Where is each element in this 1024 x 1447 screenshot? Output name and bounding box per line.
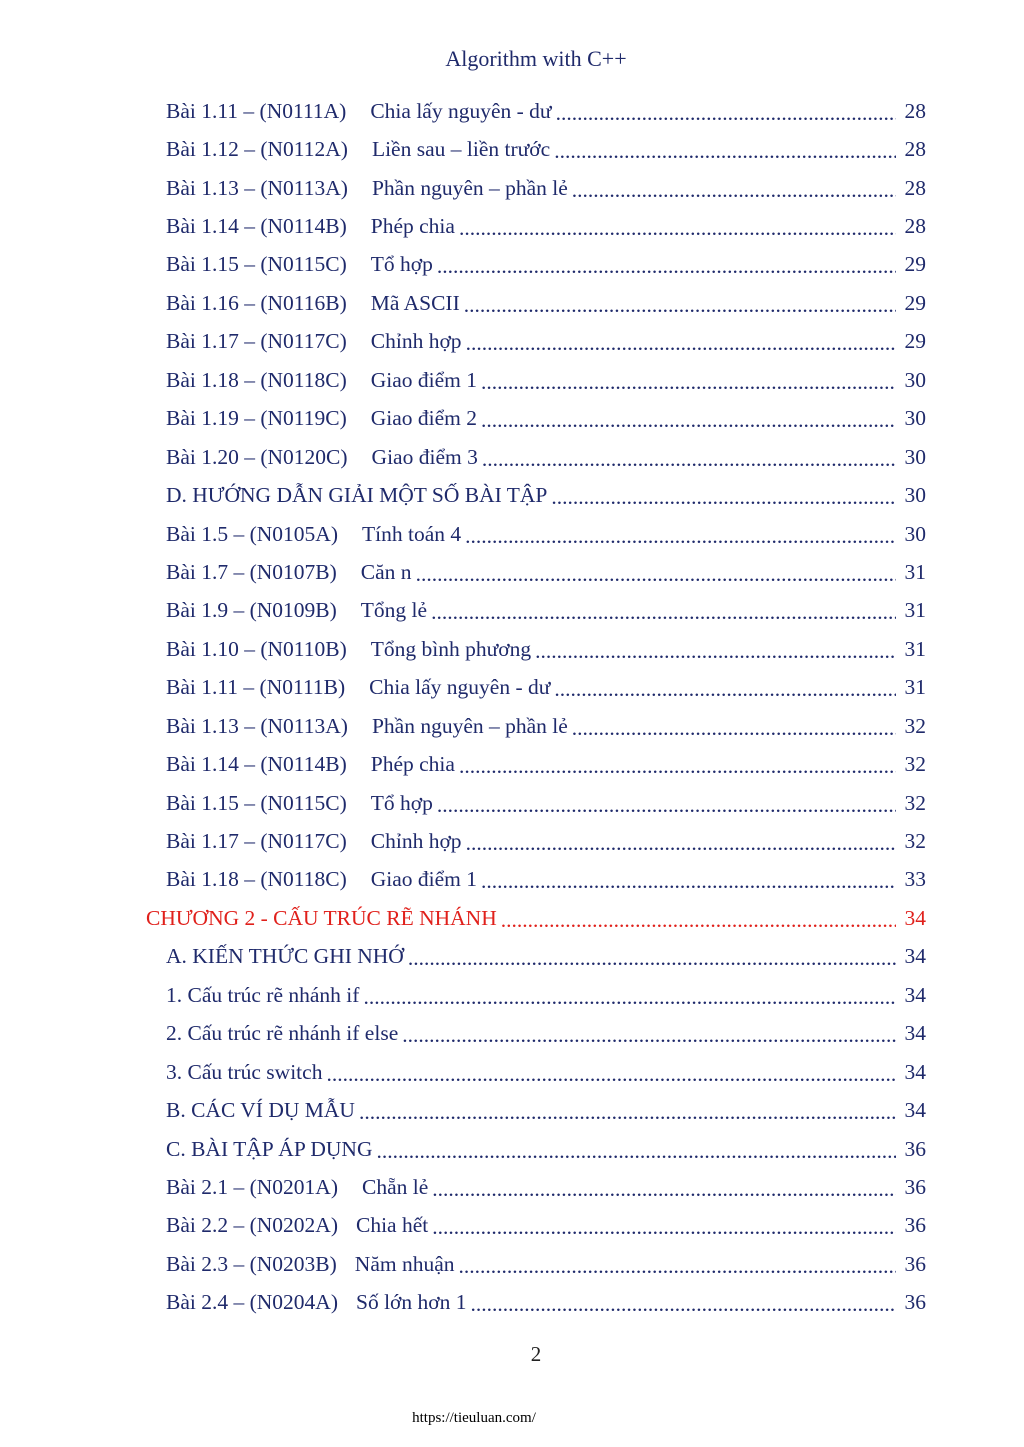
toc-entry[interactable] bbox=[0, 1284, 1024, 1322]
toc-entry[interactable] bbox=[0, 1245, 1024, 1283]
toc-entry-label bbox=[166, 406, 477, 431]
toc-entry-label bbox=[166, 637, 531, 662]
toc-entry-title: Chẵn lẻ bbox=[361, 1174, 429, 1199]
toc-entry-label bbox=[166, 99, 552, 124]
toc-entry[interactable] bbox=[0, 822, 1024, 860]
toc-entry-title: Giao điểm 1 bbox=[370, 867, 478, 892]
toc-entry-code: Bài 1.15 – (N0115C) bbox=[166, 252, 347, 277]
toc-entry-title: Giao điểm 2 bbox=[370, 406, 478, 431]
toc-entry[interactable] bbox=[0, 592, 1024, 630]
toc-entry-code: A. KIẾN THỨC GHI NHỚ bbox=[166, 944, 404, 969]
toc-dot-leader bbox=[471, 1292, 896, 1317]
toc-page-number: 31 bbox=[904, 598, 926, 623]
toc-entry-label bbox=[166, 675, 550, 700]
toc-dot-leader bbox=[437, 793, 896, 818]
toc-dot-leader bbox=[535, 639, 896, 664]
toc-page-number: 34 bbox=[904, 1021, 926, 1046]
toc-page-number: 36 bbox=[904, 1136, 926, 1161]
toc-page-number: 36 bbox=[904, 1174, 926, 1199]
toc-page-number: 29 bbox=[904, 329, 926, 354]
toc-entry[interactable] bbox=[0, 476, 1024, 514]
toc-entry[interactable] bbox=[0, 438, 1024, 476]
table-of-contents bbox=[0, 92, 1024, 1322]
toc-entry-label bbox=[166, 1137, 372, 1162]
toc-page-number: 34 bbox=[904, 944, 926, 969]
toc-entry[interactable] bbox=[0, 1207, 1024, 1245]
toc-entry-title: Phần nguyên – phần lẻ bbox=[371, 175, 568, 200]
toc-entry[interactable] bbox=[0, 976, 1024, 1014]
toc-dot-leader bbox=[501, 908, 896, 933]
toc-entry[interactable] bbox=[0, 784, 1024, 822]
toc-page-number: 28 bbox=[904, 98, 926, 123]
toc-entry-title: Tổng lẻ bbox=[360, 598, 428, 623]
toc-entry-label bbox=[166, 291, 460, 316]
toc-entry-title: Chia lấy nguyên - dư bbox=[370, 98, 552, 123]
toc-entry-label bbox=[166, 1290, 467, 1315]
toc-entry-label bbox=[166, 1213, 428, 1238]
toc-page-number: 31 bbox=[904, 559, 926, 584]
toc-entry[interactable] bbox=[0, 1130, 1024, 1168]
toc-entry-label bbox=[166, 1175, 428, 1200]
toc-entry-label bbox=[166, 714, 568, 739]
toc-dot-leader bbox=[416, 562, 896, 587]
toc-entry[interactable] bbox=[0, 284, 1024, 322]
toc-dot-leader bbox=[481, 869, 896, 894]
toc-entry-code: Bài 1.13 – (N0113A) bbox=[166, 175, 348, 200]
toc-page-number: 36 bbox=[904, 1290, 926, 1315]
toc-dot-leader bbox=[402, 1023, 896, 1048]
toc-entry-code: Bài 1.17 – (N0117C) bbox=[166, 329, 347, 354]
toc-entry-code: Bài 1.14 – (N0114B) bbox=[166, 214, 347, 239]
toc-dot-leader bbox=[482, 447, 896, 472]
toc-entry[interactable] bbox=[0, 938, 1024, 976]
toc-dot-leader bbox=[459, 216, 896, 241]
toc-dot-leader bbox=[359, 1100, 896, 1125]
toc-entry-code: Bài 1.10 – (N0110B) bbox=[166, 636, 347, 661]
toc-entry[interactable] bbox=[0, 669, 1024, 707]
toc-entry-code: B. CÁC VÍ DỤ MẪU bbox=[166, 1098, 355, 1123]
toc-page-number: 30 bbox=[904, 367, 926, 392]
toc-entry-label bbox=[166, 176, 568, 201]
toc-dot-leader bbox=[554, 677, 896, 702]
toc-page-number: 34 bbox=[904, 1059, 926, 1084]
toc-page-number: 28 bbox=[904, 214, 926, 239]
toc-dot-leader bbox=[481, 370, 896, 395]
footer-url[interactable]: https://tieuluan.com/ bbox=[412, 1410, 536, 1426]
page-number: 2 bbox=[530, 1342, 542, 1366]
toc-entry-code: Bài 1.16 – (N0116B) bbox=[166, 290, 347, 315]
toc-chapter-entry[interactable] bbox=[0, 899, 1024, 937]
toc-entry-code: Bài 2.3 – (N0203B) bbox=[166, 1251, 337, 1276]
toc-page-number: 36 bbox=[904, 1251, 926, 1276]
toc-entry[interactable] bbox=[0, 707, 1024, 745]
toc-entry-code: Bài 1.11 – (N0111B) bbox=[166, 675, 346, 700]
toc-dot-leader bbox=[465, 524, 896, 549]
toc-entry[interactable] bbox=[0, 1091, 1024, 1129]
toc-page-number: 34 bbox=[904, 1098, 926, 1123]
toc-dot-leader bbox=[408, 946, 896, 971]
toc-page-number: 28 bbox=[904, 175, 926, 200]
toc-page-number: 34 bbox=[904, 905, 926, 930]
toc-entry-title: Phần nguyên – phần lẻ bbox=[371, 713, 568, 738]
toc-entry-label bbox=[166, 791, 433, 816]
toc-entry-label bbox=[166, 1021, 398, 1046]
toc-entry-label bbox=[166, 445, 478, 470]
toc-dot-leader bbox=[572, 716, 896, 741]
toc-entry-code: Bài 2.2 – (N0202A) bbox=[166, 1213, 338, 1238]
toc-entry-label bbox=[166, 214, 455, 239]
toc-entry-label bbox=[166, 483, 547, 508]
toc-entry-title: Chia lấy nguyên - dư bbox=[369, 675, 551, 700]
toc-entry-title: Phép chia bbox=[370, 214, 455, 239]
toc-entry-label bbox=[166, 944, 404, 969]
toc-entry-label bbox=[166, 329, 462, 354]
toc-entry-code: C. BÀI TẬP ÁP DỤNG bbox=[166, 1136, 373, 1161]
toc-entry[interactable] bbox=[0, 130, 1024, 168]
toc-entry-label bbox=[166, 522, 461, 547]
toc-entry-title: Tổ hợp bbox=[370, 252, 433, 277]
toc-entry-title: Tính toán 4 bbox=[361, 521, 462, 546]
toc-dot-leader bbox=[459, 754, 896, 779]
toc-entry-title: Giao điểm 1 bbox=[370, 367, 478, 392]
toc-entry-code: Bài 1.12 – (N0112A) bbox=[166, 137, 348, 162]
toc-dot-leader bbox=[432, 1177, 896, 1202]
toc-page-number: 31 bbox=[904, 675, 926, 700]
running-header: Algorithm with C++ bbox=[445, 46, 627, 71]
toc-entry-code: Bài 1.15 – (N0115C) bbox=[166, 790, 347, 815]
toc-entry[interactable] bbox=[0, 400, 1024, 438]
toc-page-number: 32 bbox=[904, 713, 926, 738]
toc-entry-title: Chỉnh hợp bbox=[370, 829, 462, 854]
toc-entry-title: Giao điểm 3 bbox=[371, 444, 478, 469]
toc-entry-label bbox=[166, 752, 455, 777]
toc-dot-leader bbox=[431, 600, 896, 625]
toc-dot-leader bbox=[363, 985, 896, 1010]
toc-page-number: 33 bbox=[904, 867, 926, 892]
toc-entry[interactable] bbox=[0, 1168, 1024, 1206]
toc-entry-code: Bài 2.1 – (N0201A) bbox=[166, 1174, 338, 1199]
toc-entry-code: D. HƯỚNG DẪN GIẢI MỘT SỐ BÀI TẬP bbox=[166, 483, 548, 508]
toc-entry-code: Bài 1.7 – (N0107B) bbox=[166, 559, 337, 584]
toc-dot-leader bbox=[466, 331, 896, 356]
toc-entry-label bbox=[166, 867, 477, 892]
toc-entry-code: Bài 1.5 – (N0105A) bbox=[166, 521, 338, 546]
toc-dot-leader bbox=[437, 254, 896, 279]
toc-entry[interactable] bbox=[0, 1053, 1024, 1091]
toc-dot-leader bbox=[551, 485, 896, 510]
toc-dot-leader bbox=[466, 831, 896, 856]
toc-page-number: 30 bbox=[904, 406, 926, 431]
toc-entry-label bbox=[166, 560, 412, 585]
toc-page-number: 29 bbox=[904, 290, 926, 315]
toc-page-number: 30 bbox=[904, 444, 926, 469]
toc-entry-title: Năm nhuận bbox=[354, 1251, 455, 1276]
toc-entry-code: Bài 1.11 – (N0111A) bbox=[166, 98, 347, 123]
toc-dot-leader bbox=[376, 1139, 896, 1164]
toc-page-number: 36 bbox=[904, 1213, 926, 1238]
toc-entry[interactable] bbox=[0, 92, 1024, 130]
toc-entry-code: 1. Cấu trúc rẽ nhánh if bbox=[166, 982, 360, 1007]
toc-entry-title: Phép chia bbox=[370, 752, 455, 777]
toc-entry-code: 3. Cấu trúc switch bbox=[166, 1059, 323, 1084]
toc-entry[interactable] bbox=[0, 861, 1024, 899]
toc-entry-label bbox=[166, 1252, 455, 1277]
toc-entry-code: Bài 1.14 – (N0114B) bbox=[166, 752, 347, 777]
toc-page-number: 34 bbox=[904, 982, 926, 1007]
toc-entry[interactable] bbox=[0, 515, 1024, 553]
toc-entry[interactable] bbox=[0, 207, 1024, 245]
toc-dot-leader bbox=[554, 139, 896, 164]
toc-entry-title: Tổ hợp bbox=[370, 790, 433, 815]
toc-page-number: 30 bbox=[904, 483, 926, 508]
toc-dot-leader bbox=[432, 1215, 896, 1240]
toc-entry[interactable] bbox=[0, 630, 1024, 668]
toc-entry-code: Bài 1.19 – (N0119C) bbox=[166, 406, 347, 431]
toc-dot-leader bbox=[326, 1062, 896, 1087]
toc-entry-code: CHƯƠNG 2 - CẤU TRÚC RẼ NHÁNH bbox=[146, 905, 497, 930]
toc-page-number: 28 bbox=[904, 137, 926, 162]
toc-entry-title: Mã ASCII bbox=[370, 290, 460, 315]
toc-entry-title: Số lớn hơn 1 bbox=[355, 1290, 467, 1315]
toc-dot-leader bbox=[556, 101, 896, 126]
toc-page-number: 32 bbox=[904, 829, 926, 854]
toc-page-number: 29 bbox=[904, 252, 926, 277]
toc-entry-title: Tổng bình phương bbox=[370, 636, 532, 661]
toc-dot-leader bbox=[481, 408, 896, 433]
toc-entry[interactable] bbox=[0, 323, 1024, 361]
toc-entry-code: Bài 1.17 – (N0117C) bbox=[166, 829, 347, 854]
toc-entry-label bbox=[166, 137, 550, 162]
toc-entry[interactable] bbox=[0, 361, 1024, 399]
toc-entry-label bbox=[166, 983, 359, 1008]
toc-dot-leader bbox=[572, 178, 896, 203]
toc-entry-code: Bài 1.9 – (N0109B) bbox=[166, 598, 337, 623]
toc-dot-leader bbox=[464, 293, 896, 318]
toc-entry-label bbox=[166, 1060, 322, 1085]
toc-entry-label bbox=[166, 598, 427, 623]
toc-entry-label bbox=[166, 829, 462, 854]
toc-page-number: 31 bbox=[904, 636, 926, 661]
toc-entry-code: 2. Cấu trúc rẽ nhánh if else bbox=[166, 1021, 399, 1046]
toc-entry[interactable] bbox=[0, 745, 1024, 783]
toc-entry-title: Liền sau – liền trước bbox=[371, 137, 551, 162]
toc-dot-leader bbox=[459, 1254, 896, 1279]
toc-entry-label bbox=[166, 1098, 355, 1123]
toc-entry[interactable] bbox=[0, 169, 1024, 207]
toc-entry[interactable] bbox=[0, 1015, 1024, 1053]
toc-entry-code: Bài 2.4 – (N0204A) bbox=[166, 1290, 338, 1315]
toc-entry-title: Chia hết bbox=[355, 1213, 429, 1238]
toc-entry-title: Căn n bbox=[360, 559, 412, 584]
toc-page-number: 32 bbox=[904, 752, 926, 777]
toc-entry-code: Bài 1.18 – (N0118C) bbox=[166, 367, 347, 392]
toc-entry-code: Bài 1.13 – (N0113A) bbox=[166, 713, 348, 738]
toc-entry-label bbox=[166, 368, 477, 393]
toc-entry-code: Bài 1.18 – (N0118C) bbox=[166, 867, 347, 892]
toc-entry-label bbox=[146, 906, 497, 931]
toc-page-number: 30 bbox=[904, 521, 926, 546]
toc-entry-label bbox=[166, 252, 433, 277]
toc-entry-title: Chỉnh hợp bbox=[370, 329, 462, 354]
toc-entry[interactable] bbox=[0, 553, 1024, 591]
toc-entry[interactable] bbox=[0, 246, 1024, 284]
toc-page-number: 32 bbox=[904, 790, 926, 815]
toc-entry-code: Bài 1.20 – (N0120C) bbox=[166, 444, 348, 469]
